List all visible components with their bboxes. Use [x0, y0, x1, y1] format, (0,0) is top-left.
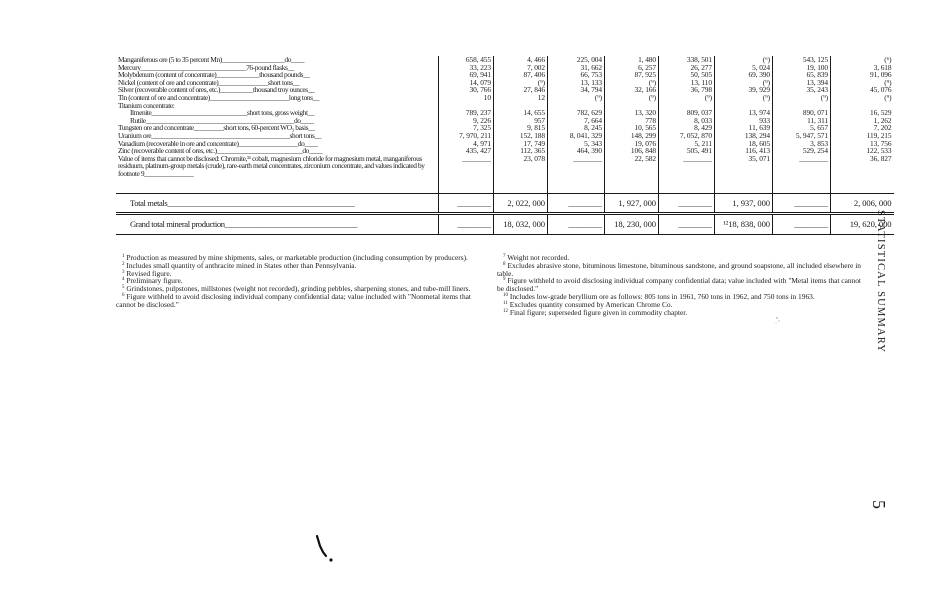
cell-value: (⁹) [605, 94, 659, 102]
cell-value: 152, 188 [494, 132, 548, 140]
cell-value: 10 [439, 94, 494, 102]
running-header [875, 210, 891, 390]
cell-value: 34, 794 [548, 86, 605, 94]
cell-value: 66, 753 [548, 71, 605, 79]
footnote [497, 277, 861, 293]
cell-value: 4, 466 [494, 56, 548, 64]
row-label: Zinc (recoverable content of ores, etc.)__________________________do____ [118, 146, 323, 156]
cell-value: 27, 846 [494, 86, 548, 94]
footnote-number: 6 [122, 292, 125, 298]
cell-value: (⁹) [715, 94, 773, 102]
cell-value: ________ [659, 193, 715, 214]
footnote-text: Production as measured by mine shipments, sales, or marketable production (including consumption by producers). [126, 253, 468, 262]
cell-value: 435, 427 [439, 147, 494, 155]
footnote-text: Figure withheld to avoid disclosing individual company confidential data; value included with "Nonmetal items that cannot be disclosed." [116, 291, 471, 309]
footnote-text: Includes small quantity of anthracite mined in States other than Pennsylvania. [126, 260, 357, 270]
cell-value: 658, 455 [439, 56, 494, 64]
cell-value: 2, 022, 000 [494, 193, 548, 214]
row-label: Uranium ore__________________________________________short tons__ [118, 130, 322, 140]
cell-value: 32, 166 [605, 86, 659, 94]
cell-value: 7, 325 [439, 124, 494, 132]
cell-value: 13, 394 [773, 79, 831, 87]
footnote-text: Excludes quantity consumed by American Chrome Co. [509, 299, 673, 309]
table-row [116, 155, 894, 194]
cell-value: 1, 937, 000 [715, 193, 773, 214]
row-label: Silver (recoverable content of ores, etc.)__________thousand troy ounces__ [118, 85, 315, 95]
cell-value: 45, 076 [831, 86, 894, 94]
cell-value: 23, 078 [494, 155, 548, 194]
cell-value: 30, 766 [439, 86, 494, 94]
cell-value: (⁹) [831, 79, 894, 87]
cell-value: 19, 620, 000 [831, 214, 894, 235]
cell-value: 7, 002 [494, 64, 548, 72]
cell-value: 890, 071 [773, 109, 831, 117]
cell-value: 13, 320 [605, 109, 659, 117]
cell-value: (⁹) [773, 94, 831, 102]
cell-value: 11, 639 [715, 124, 773, 132]
cell-value: 809, 037 [659, 109, 715, 117]
footnote [116, 293, 471, 309]
cell-value: 5, 947, 571 [773, 132, 831, 140]
cell-value: 7, 202 [831, 124, 894, 132]
cell-value: 19, 100 [773, 64, 831, 72]
cell-value: 529, 254 [773, 147, 831, 155]
cell-value: 106, 848 [605, 147, 659, 155]
cell-value: 18, 032, 000 [494, 214, 548, 235]
cell-value: ________ [439, 193, 494, 214]
cell-value: 505, 491 [659, 147, 715, 155]
footnote [497, 262, 861, 278]
cell-value: 36, 827 [831, 155, 894, 194]
ink-smudge-mark [314, 534, 338, 564]
cell-value: 1, 927, 000 [605, 193, 659, 214]
footnote-number: 4 [122, 277, 125, 283]
cell-value: 5, 343 [548, 140, 605, 148]
cell-value: 33, 223 [439, 64, 494, 72]
cell-value: 69, 941 [439, 71, 494, 79]
cell-value: 87, 406 [494, 71, 548, 79]
cell-value: 789, 237 [439, 109, 494, 117]
cell-value: (⁶) [831, 56, 894, 64]
footnote-number: 7 [503, 254, 506, 259]
cell-value: (⁹) [659, 94, 715, 102]
footnote-text: Revised figure. [126, 268, 172, 278]
cell-value: 31, 662 [548, 64, 605, 72]
cell-value: 14, 655 [494, 109, 548, 117]
row-label: Total metals________________________________________________ [116, 193, 439, 214]
cell-value: 18, 230, 000 [605, 214, 659, 235]
running-header-text: STATISTICAL SUMMARY [875, 210, 886, 354]
cell-value: 13, 110 [659, 79, 715, 87]
cell-value: ________ [659, 214, 715, 235]
footnote-number: 9 [503, 277, 506, 283]
footnote-number: 3 [122, 269, 125, 275]
cell-value: 35, 071 [715, 155, 773, 194]
cell-value: 5, 657 [773, 124, 831, 132]
cell-value: (⁹) [605, 79, 659, 87]
cell-value: 8, 033 [659, 117, 715, 125]
cell-value: 39, 929 [715, 86, 773, 94]
cell-value: 19, 076 [605, 140, 659, 148]
cell-value: 91, 096 [831, 71, 894, 79]
table-row [116, 214, 894, 235]
cell-value: 1, 480 [605, 56, 659, 64]
cell-value: (⁶) [715, 56, 773, 64]
cell-value: 13, 133 [548, 79, 605, 87]
page-number: 5 [869, 500, 889, 509]
cell-value: 22, 582 [605, 155, 659, 194]
footnote-text: Grindstones, pulpstones, millstones (weight not recorded), grinding pebbles, sharpening stones, and tube-mill liners. [126, 284, 471, 294]
cell-value: 782, 629 [548, 109, 605, 117]
cell-value: 957 [494, 117, 548, 125]
cell-value: 9, 815 [494, 124, 548, 132]
footnote-number: 2 [122, 261, 125, 267]
cell-value: 17, 749 [494, 140, 548, 148]
footnote-text: Weight not recorded. [507, 253, 570, 262]
paper-speck-mark [774, 315, 782, 325]
cell-value: 116, 413 [715, 147, 773, 155]
cell-value: 225, 004 [548, 56, 605, 64]
footnote-number: 11 [503, 300, 508, 306]
row-label: Titanium concentrate: [118, 100, 175, 110]
cell-value: ________ [548, 155, 605, 194]
footnote-number: 1 [122, 254, 125, 259]
cell-value: ________ [439, 214, 494, 235]
cell-value: ¹²18, 838, 000 [715, 214, 773, 235]
cell-value: 338, 501 [659, 56, 715, 64]
cell-value: 112, 365 [494, 147, 548, 155]
row-label: Vanadium (recoverable in ore and concentrate)__________________do____ [118, 138, 318, 148]
row-label: Value of items that cannot be disclosed: Chromite,¹¹ cobalt, magnesium chloride for magnesium metal, manganiferous residuum, platinum-group metals (crude), rare-earth metal concentrates, zirconium concentrate, and values indicated by footnote 9_______________ [118, 153, 425, 178]
cell-value: 69, 390 [715, 71, 773, 79]
cell-value: 8, 245 [548, 124, 605, 132]
footnote-text: Figure withheld to avoid disclosing individual company confidential data; value included with "Metal items that cannot be disclosed." [497, 276, 861, 294]
table-row [116, 94, 894, 102]
cell-value: 35, 243 [773, 86, 831, 94]
cell-value: 3, 618 [831, 64, 894, 72]
cell-value: 14, 079 [439, 79, 494, 87]
row-label: Manganiferous ore (5 to 35 percent Mn)___________________do____ [118, 55, 305, 64]
cell-value: 7, 052, 870 [659, 132, 715, 140]
cell-value: 26, 277 [659, 64, 715, 72]
cell-value: 50, 505 [659, 71, 715, 79]
cell-value: 13, 974 [715, 109, 773, 117]
cell-value: 65, 839 [773, 71, 831, 79]
statistical-table [116, 56, 894, 235]
cell-value: 138, 294 [715, 132, 773, 140]
cell-value: (⁹) [715, 79, 773, 87]
cell-value: ________ [659, 155, 715, 194]
cell-value: 16, 529 [831, 109, 894, 117]
footnotes-right-column [497, 254, 861, 316]
cell-value: 7, 970, 211 [439, 132, 494, 140]
cell-value: 778 [605, 117, 659, 125]
cell-value: 18, 605 [715, 140, 773, 148]
footnote-number: 8 [503, 261, 506, 267]
cell-value: ________ [773, 155, 831, 194]
row-label: Molybdenum (content of concentrate)_____________thousand pounds__ [118, 70, 310, 80]
row-label: Tin (content of ore and concentrate)________________________long tons__ [118, 92, 320, 102]
row-label: Rutile_____________________________________________do____ [130, 115, 314, 125]
cell-value: ________ [773, 214, 831, 235]
cell-value: 12 [494, 94, 548, 102]
cell-value: 8, 041, 329 [548, 132, 605, 140]
footnote-number: 10 [503, 292, 508, 298]
cell-value: 5, 024 [715, 64, 773, 72]
cell-value: ________ [548, 193, 605, 214]
cell-value: 9, 226 [439, 117, 494, 125]
table-row [116, 193, 894, 214]
footnote-number: 5 [122, 285, 125, 291]
footnote-text: Includes low-grade beryllium ore as follows: 805 tons in 1961, 760 tons in 1962, and 750 tons in 1963. [509, 291, 815, 301]
cell-value: ________ [773, 193, 831, 214]
cell-value: 13, 756 [831, 140, 894, 148]
cell-value: 36, 798 [659, 86, 715, 94]
cell-value: 1, 262 [831, 117, 894, 125]
row-label: Grand total mineral production__________________________________ [116, 214, 439, 235]
cell-value: 8, 429 [659, 124, 715, 132]
row-label: Tungsten ore and concentrate_________short tons, 60-percent WO₃ basis__ [118, 123, 315, 133]
cell-value: 10, 565 [605, 124, 659, 132]
cell-value: 11, 311 [773, 117, 831, 125]
cell-value: 543, 125 [773, 56, 831, 64]
row-label: Mercury________________________________76-pound flasks__ [118, 62, 295, 72]
cell-value: 464, 390 [548, 147, 605, 155]
cell-value: 4, 971 [439, 140, 494, 148]
row-label: Ilmenite_____________________________short tons, gross weight__ [130, 108, 315, 118]
footnotes-left-column [116, 254, 471, 309]
cell-value: 119, 215 [831, 132, 894, 140]
cell-value: 122, 533 [831, 147, 894, 155]
footnote-text: Preliminary figure. [126, 276, 183, 286]
cell-value: 2, 006, 000 [831, 193, 894, 214]
cell-value: ________ [548, 214, 605, 235]
footnote [497, 309, 861, 317]
cell-value: 148, 299 [605, 132, 659, 140]
cell-value: (⁹) [494, 79, 548, 87]
cell-value: 6, 257 [605, 64, 659, 72]
cell-value: 87, 925 [605, 71, 659, 79]
footnote-text: Excludes abrasive stone, bituminous limestone, bituminous sandstone, and ground soapstone, all included elsewhere in table. [497, 260, 861, 278]
cell-value: 3, 853 [773, 140, 831, 148]
cell-value: 7, 664 [548, 117, 605, 125]
footnote-number: 12 [503, 308, 508, 314]
cell-value: (⁹) [831, 94, 894, 102]
cell-value: ________ [439, 155, 494, 194]
cell-value: (⁹) [548, 94, 605, 102]
cell-value: 933 [715, 117, 773, 125]
row-label: Nickel (content of ore and concentrate)_______________short tons__ [118, 77, 300, 87]
table-body [116, 56, 894, 234]
footnote-text: Final figure; superseded figure given in commodity chapter. [509, 307, 688, 317]
cell-value: 5, 211 [659, 140, 715, 148]
